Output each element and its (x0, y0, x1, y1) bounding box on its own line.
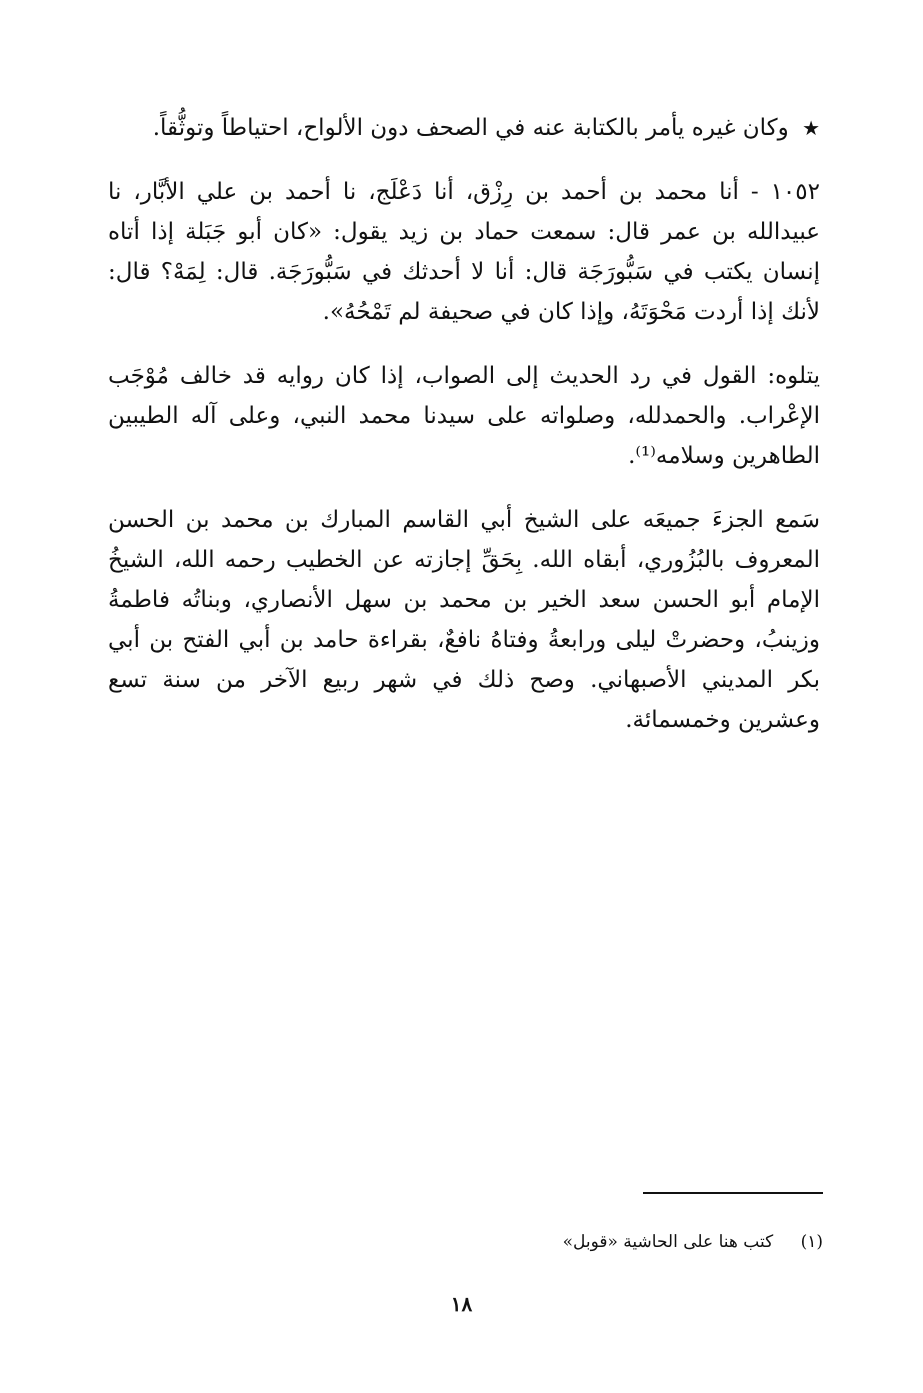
page-body (108, 108, 820, 764)
paragraph-text: يتلوه: القول في رد الحديث إلى الصواب، إذا كان روايه قد خالف مُوْجَب الإعْراب. والحمدلله، وصلواته على سيدنا محمد النبي، وعلى آله الطيبين الطاهرين وسلامه⁽¹⁾. (108, 363, 820, 469)
paragraph-3 (108, 356, 820, 476)
paragraph-text: ١٠٥٢ - أنا محمد بن أحمد بن رِزْق، أنا دَعْلَج، نا أحمد بن علي الأبَّار، نا عبيدالله بن عمر قال: سمعت حماد بن زيد يقول: «كان أبو جَبَلة إذا أتاه إنسان يكتب في سَبُّورَجَة قال: أنا لا أحدثك في سَبُّورَجَة. قال: لِمَهْ؟ قال: لأنك إذا أردت مَحْوَتَهُ، وإذا كان في صحيفة لم تَمْحُهُ». (108, 179, 820, 325)
paragraph-1 (108, 108, 820, 148)
footnote (563, 1228, 823, 1256)
footnote-divider (643, 1192, 823, 1194)
footnote-marker: (١) (800, 1232, 823, 1252)
paragraph-text: سَمع الجزءَ جميعَه على الشيخ أبي القاسم المبارك بن محمد بن الحسن المعروف بالبُزُوري، أبقاه الله. بِحَقِّ إجازته عن الخطيب رحمه الله، الشيخُ الإمام أبو الحسن سعد الخير بن محمد بن سهل الأنصاري، وبناتُه فاطمةُ وزينبُ، وحضرتْ ليلى ورابعةُ وفتاهُ نافعٌ، بقراءة حامد بن أبي الفتح بن أبي بكر المديني الأصبهاني. وصح ذلك في شهر ربيع الآخر من سنة تسع وعشرين وخمسمائة. (108, 507, 820, 733)
footnote-text: كتب هنا على الحاشية «قوبل» (562, 1232, 774, 1252)
paragraph-text: وكان غيره يأمر بالكتابة عنه في الصحف دون الألواح، احتياطاً وتوثُّقاً. (152, 115, 789, 141)
page-number: ١٨ (450, 1292, 473, 1316)
paragraph-4 (108, 500, 820, 740)
star-marker: ★ (802, 116, 820, 140)
paragraph-2 (108, 172, 820, 332)
